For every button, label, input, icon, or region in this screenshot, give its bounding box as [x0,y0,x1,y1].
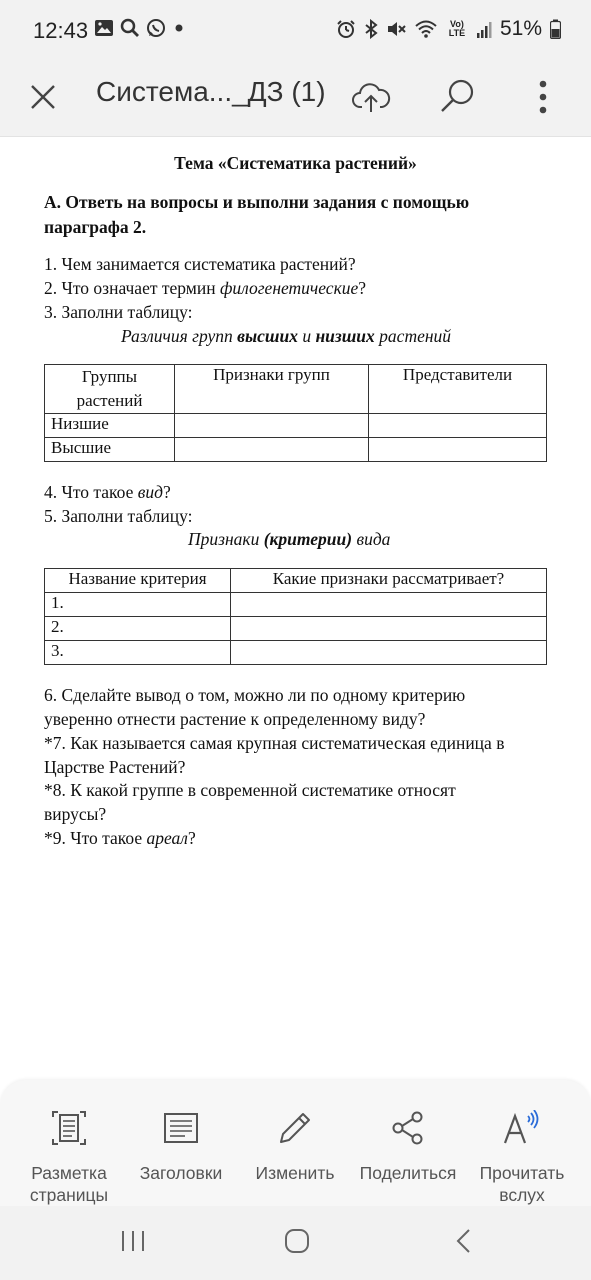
table-cell: Высшие [45,438,175,462]
back-icon [449,1226,479,1256]
home-icon [282,1226,312,1256]
table-header-row [45,569,547,593]
close-icon [29,83,57,111]
whatsapp-icon [146,18,166,38]
table-header-cell: Признаки групп [175,365,369,414]
section-a-heading-line2: параграфа 2. [44,217,147,237]
table-plant-groups [44,364,547,462]
table-cell: 1. [45,593,231,617]
question-1: 1. Чем занимается систематика растений? [44,254,356,274]
headings-button[interactable] [122,1108,240,1184]
table-row [45,414,547,438]
share-icon [390,1110,426,1146]
table-cell: 3. [45,641,231,665]
table-cell [175,438,369,462]
volte-icon: Vo) LTE [448,19,466,38]
share-button[interactable] [349,1108,467,1184]
close-button[interactable] [18,72,68,122]
table-header-row [45,365,547,414]
system-navigation-bar [0,1206,591,1280]
dot-icon [172,21,186,35]
question-2: 2. Что означает термин филогенетические? [44,278,367,298]
table1-caption: Различия групп высших и низших растений [121,326,452,346]
document-title[interactable]: Система..._ДЗ (1) [96,76,326,107]
battery-percent: 51% [499,17,542,40]
table-cell [231,641,547,665]
table-cell: Низшие [45,414,175,438]
question-3: 3. Заполни таблицу: [44,302,193,322]
table-cell [369,414,547,438]
question-7-line1: *7. Как называется самая крупная систематическая единица в [44,733,505,753]
bluetooth-icon [364,19,378,39]
question-7-line2: Царстве Растений? [44,757,186,777]
question-8-line2: вирусы? [44,804,107,824]
table-header-cell: Группы растений [45,365,175,414]
table-row [45,593,547,617]
section-a-heading-line1: А. Ответь на вопросы и выполни задания с помощью [44,192,470,212]
question-9: *9. Что такое ареал? [44,828,196,848]
search-icon [437,77,477,117]
clock: 12:43 [33,18,89,43]
edit-label: Изменить [255,1163,335,1183]
table-species-criteria [44,568,547,665]
gallery-icon [94,19,114,37]
edit-button[interactable] [236,1108,354,1184]
more-options-button[interactable] [518,72,568,122]
table-row [45,641,547,665]
table-cell: 2. [45,617,231,641]
more-vert-icon [538,80,548,114]
pencil-icon [277,1110,313,1146]
table-cell [231,593,547,617]
app-bar [0,62,591,137]
read-aloud-icon [502,1110,542,1146]
share-label: Поделиться [359,1163,457,1183]
page-layout-button[interactable] [10,1108,128,1206]
table-row [45,438,547,462]
table-cell [369,438,547,462]
question-8-line1: *8. К какой группе в современной систематике относят [44,780,456,800]
question-4: 4. Что такое вид? [44,482,171,502]
cloud-upload-icon [351,80,391,114]
read-aloud-button[interactable] [463,1108,581,1206]
back-button[interactable] [449,1226,479,1261]
page-layout-label: Разметка страницы [29,1163,109,1205]
page-layout-icon [50,1109,88,1147]
status-bar [0,0,591,62]
recents-icon [118,1226,148,1256]
headings-label: Заголовки [139,1163,223,1183]
table-header-cell: Какие признаки рассматривает? [231,569,547,593]
home-button[interactable] [282,1226,312,1261]
table-header-cell: Представители [369,365,547,414]
doc-title: Тема «Систематика растений» [174,153,417,173]
table-header-cell: Название критерия [45,569,231,593]
table-cell [175,414,369,438]
search-button[interactable] [432,72,482,122]
table-cell [231,617,547,641]
headings-icon [163,1112,199,1144]
upload-button[interactable] [346,72,396,122]
wifi-icon [414,19,438,39]
question-6-line1: 6. Сделайте вывод о том, можно ли по одному критерию [44,685,466,705]
recents-button[interactable] [118,1226,148,1261]
table-row [45,617,547,641]
alarm-icon [336,19,356,39]
question-5: 5. Заполни таблицу: [44,506,193,526]
question-6-line2: уверенно отнести растение к определенному виду? [44,709,426,729]
search-icon [120,18,140,38]
battery-icon [550,19,561,39]
document-page [0,137,591,1077]
read-aloud-label: Прочитать вслух [479,1163,565,1205]
signal-icon [476,19,492,39]
mute-icon [386,19,406,39]
table2-caption: Признаки (критерии) вида [188,529,391,549]
bottom-toolbar [0,1080,591,1206]
